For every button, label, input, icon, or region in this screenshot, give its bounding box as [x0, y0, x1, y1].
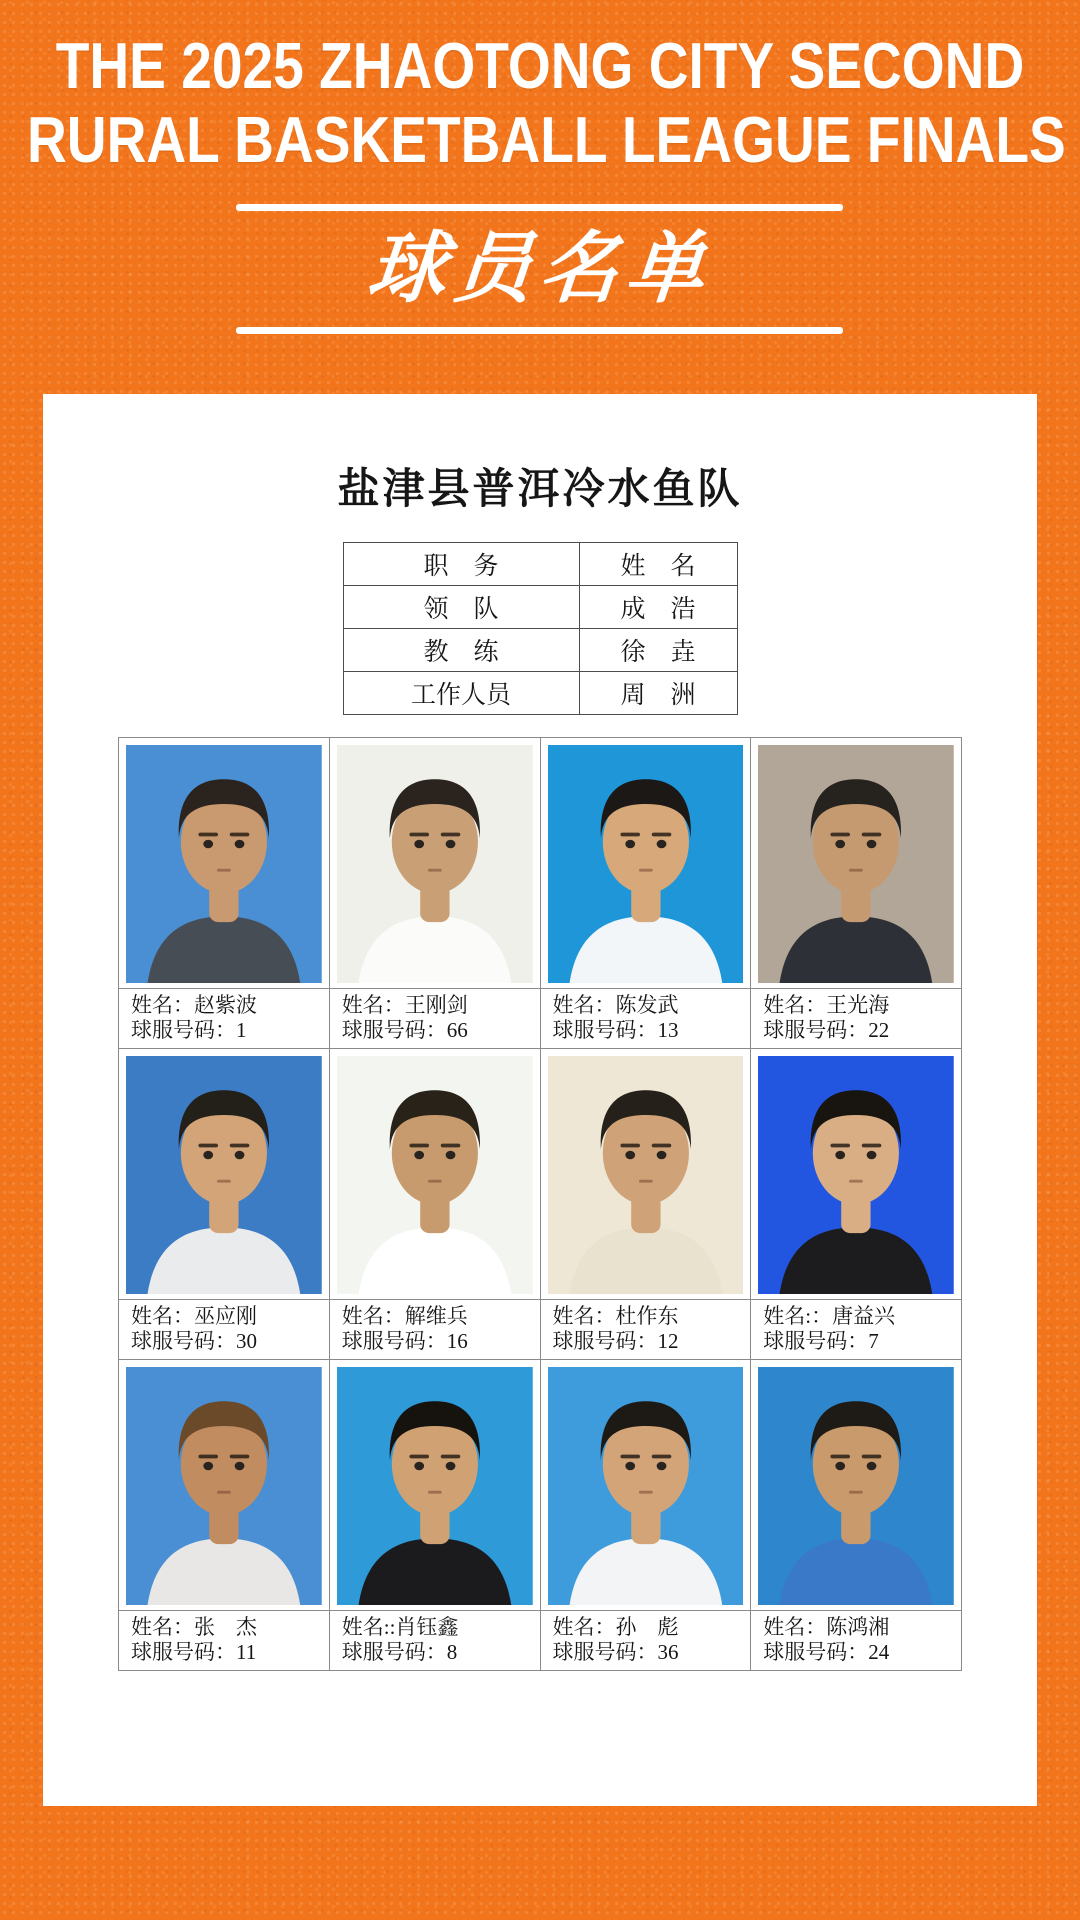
staff-name: 成 浩: [579, 586, 737, 629]
staff-header-name: 姓 名: [579, 543, 737, 586]
roster-subtitle: 球员名单: [364, 224, 716, 312]
event-title-line2: RURAL BASKETBALL LEAGUE FINALS: [27, 103, 1066, 177]
player-portrait-illustration: [337, 745, 533, 983]
player-portrait-illustration: [126, 1056, 322, 1294]
player-card: [330, 738, 540, 1048]
player-number-line: 球服号码：22: [763, 1018, 890, 1042]
player-portrait-illustration: [337, 1367, 533, 1605]
player-label: [751, 1610, 961, 1670]
divider-top: [236, 204, 843, 211]
player-number-line: 球服号码：7: [763, 1329, 879, 1353]
player-label: [330, 988, 540, 1048]
staff-name: 周 洲: [579, 672, 737, 715]
player-label: [330, 1299, 540, 1359]
player-portrait-illustration: [758, 745, 954, 983]
player-photo-frame: [541, 1049, 751, 1299]
player-photo: [548, 1056, 744, 1294]
staff-row-leader: [343, 586, 737, 629]
player-portrait-illustration: [548, 1056, 744, 1294]
player-name-line: 姓名：张 杰: [131, 1615, 257, 1639]
player-photo: [758, 1056, 954, 1294]
player-card: [119, 1360, 329, 1670]
player-name-line: 姓名：王光海: [763, 993, 890, 1017]
player-card: [751, 738, 961, 1048]
player-card: [330, 1360, 540, 1670]
player-number-line: 球服号码：66: [341, 1018, 468, 1042]
staff-table-header-row: [343, 543, 737, 586]
player-card: [541, 738, 751, 1048]
player-label: [330, 1610, 540, 1670]
player-name-line: 姓名：赵紫波: [131, 993, 257, 1017]
player-portrait-illustration: [758, 1056, 954, 1294]
player-card: [541, 1360, 751, 1670]
player-photo: [126, 1056, 322, 1294]
divider-bottom: [236, 327, 843, 334]
player-number-line: 球服号码：36: [552, 1640, 679, 1664]
player-name-line: 姓名::肖钰鑫: [341, 1615, 459, 1639]
player-card: [751, 1360, 961, 1670]
player-name-line: 姓名：杜作东: [552, 1304, 679, 1328]
player-number-line: 球服号码：12: [552, 1329, 679, 1353]
player-photo-frame: [330, 1360, 540, 1610]
team-name: 盐津县普洱冷水鱼队: [337, 467, 743, 513]
players-grid: [118, 737, 962, 1671]
player-label: [119, 1610, 329, 1670]
player-number-line: 球服号码：16: [341, 1329, 468, 1353]
player-card: [541, 1049, 751, 1359]
player-portrait-illustration: [548, 745, 744, 983]
staff-role: 教 练: [343, 629, 579, 672]
player-photo: [126, 745, 322, 983]
player-name-line: 姓名：陈鸿湘: [763, 1615, 890, 1639]
player-photo: [548, 745, 744, 983]
player-portrait-illustration: [126, 1367, 322, 1605]
player-card: [119, 738, 329, 1048]
player-photo: [758, 1367, 954, 1605]
player-photo-frame: [751, 738, 961, 988]
player-portrait-illustration: [758, 1367, 954, 1605]
player-photo: [548, 1367, 744, 1605]
player-name-line: 姓名：王刚剑: [341, 993, 468, 1017]
player-portrait-illustration: [337, 1056, 533, 1294]
staff-role: 工作人员: [343, 672, 579, 715]
player-number-line: 球服号码：30: [131, 1329, 257, 1353]
player-photo: [337, 745, 533, 983]
staff-table: [343, 542, 738, 715]
player-photo-frame: [119, 1049, 329, 1299]
player-label: [751, 1299, 961, 1359]
player-number-line: 球服号码：8: [341, 1640, 458, 1664]
player-photo-frame: [751, 1360, 961, 1610]
player-label: [751, 988, 961, 1048]
staff-role: 领 队: [343, 586, 579, 629]
player-label: [119, 1299, 329, 1359]
staff-row-worker: [343, 672, 737, 715]
player-photo-frame: [330, 738, 540, 988]
player-card: [119, 1049, 329, 1359]
player-label: [541, 1610, 751, 1670]
player-name-line: 姓名：陈发武: [552, 993, 679, 1017]
player-photo-frame: [119, 1360, 329, 1610]
event-title-line1: THE 2025 ZHAOTONG CITY SECOND: [55, 30, 1025, 103]
player-label: [541, 988, 751, 1048]
player-photo: [337, 1056, 533, 1294]
player-photo-frame: [751, 1049, 961, 1299]
player-card: [330, 1049, 540, 1359]
player-photo-frame: [541, 1360, 751, 1610]
player-photo-frame: [330, 1049, 540, 1299]
player-photo-frame: [119, 738, 329, 988]
player-photo: [126, 1367, 322, 1605]
player-name-line: 姓名:：唐益兴: [763, 1304, 896, 1328]
player-card: [751, 1049, 961, 1359]
player-photo: [337, 1367, 533, 1605]
player-name-line: 姓名：孙 彪: [552, 1615, 679, 1639]
player-number-line: 球服号码：1: [131, 1018, 247, 1042]
event-title: [27, 30, 1066, 178]
player-photo-frame: [541, 738, 751, 988]
player-number-line: 球服号码：13: [552, 1018, 679, 1042]
player-number-line: 球服号码：11: [131, 1640, 257, 1664]
player-portrait-illustration: [126, 745, 322, 983]
player-label: [119, 988, 329, 1048]
player-name-line: 姓名：巫应刚: [131, 1304, 257, 1328]
staff-row-coach: [343, 629, 737, 672]
player-photo: [758, 745, 954, 983]
staff-name: 徐 垚: [579, 629, 737, 672]
player-label: [541, 1299, 751, 1359]
staff-header-role: 职 务: [343, 543, 579, 586]
player-number-line: 球服号码：24: [763, 1640, 890, 1664]
player-name-line: 姓名：解维兵: [341, 1304, 468, 1328]
roster-card: [43, 394, 1037, 1806]
player-portrait-illustration: [548, 1367, 744, 1605]
